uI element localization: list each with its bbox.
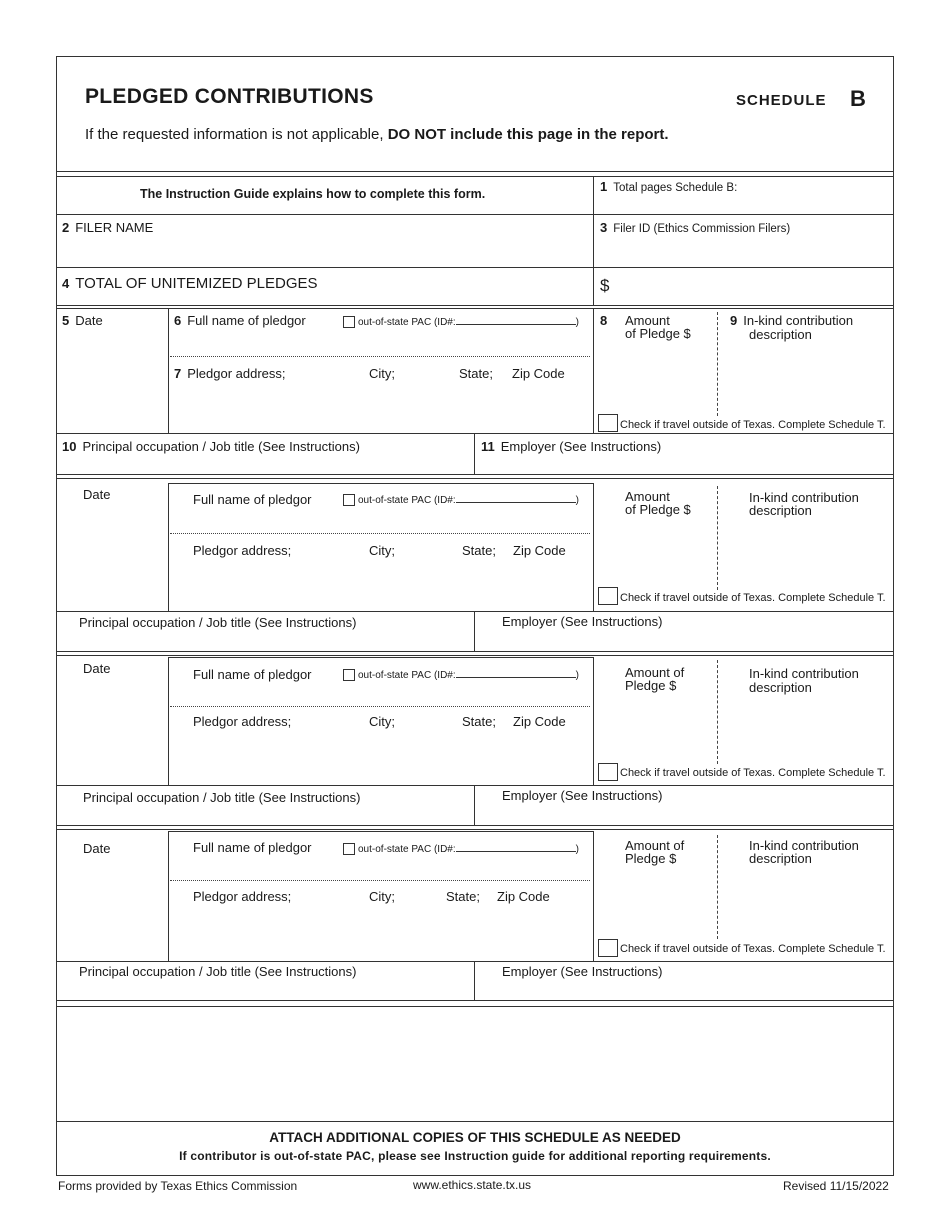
rule <box>170 880 590 881</box>
state-label: State; <box>459 366 493 381</box>
unitemized-pledges-field[interactable]: 4 TOTAL OF UNITEMIZED PLEDGES <box>62 275 318 292</box>
amount-label-2: Pledge $ <box>625 678 677 693</box>
travel-checkbox[interactable] <box>598 587 618 605</box>
address-field[interactable]: 7 Pledgor address; <box>174 366 286 381</box>
frame-right <box>893 56 894 1176</box>
rule <box>168 831 594 832</box>
amount-field[interactable]: Amount <box>625 489 670 504</box>
rule <box>717 660 718 764</box>
amount-field[interactable]: 8 <box>600 313 608 328</box>
employer-field[interactable]: Employer (See Instructions) <box>502 614 663 629</box>
rule <box>56 1121 894 1122</box>
full-name-field[interactable]: Full name of pledgor <box>193 667 312 682</box>
city-label: City; <box>369 714 395 729</box>
rule <box>56 1006 894 1007</box>
revised-date: Revised 11/15/2022 <box>783 1179 889 1193</box>
rule <box>168 308 169 434</box>
pac-checkbox[interactable] <box>343 494 355 506</box>
page-title: PLEDGED CONTRIBUTIONS <box>85 85 374 108</box>
full-name-field[interactable]: Full name of pledgor <box>193 492 312 507</box>
rule <box>56 474 894 475</box>
rule <box>56 433 894 434</box>
amount-label-2: Pledge $ <box>625 851 677 866</box>
address-field[interactable]: Pledgor address; <box>193 543 292 558</box>
filer-id-field[interactable]: 3 Filer ID (Ethics Commission Filers) <box>600 220 791 235</box>
rule <box>474 433 475 475</box>
full-name-field[interactable]: 6 Full name of pledgor <box>174 313 306 328</box>
occupation-field[interactable]: Principal occupation / Job title (See Instructions) <box>79 615 357 630</box>
rule <box>168 657 594 658</box>
occupation-field[interactable]: Principal occupation / Job title (See Instructions) <box>79 964 357 979</box>
inkind-label-2: description <box>749 503 812 518</box>
rule <box>56 1000 894 1001</box>
travel-checkbox[interactable] <box>598 414 618 432</box>
inkind-label-2: description <box>749 680 812 695</box>
occupation-field[interactable]: Principal occupation / Job title (See Instructions) <box>83 790 361 805</box>
date-field[interactable]: Date <box>83 661 111 676</box>
rule <box>56 171 894 172</box>
rule <box>168 483 594 484</box>
pac-id-field[interactable]: out-of-state PAC (ID#: ) <box>358 844 579 855</box>
rule <box>56 214 894 215</box>
pac-id-field[interactable]: out-of-state PAC (ID#: ) <box>358 495 579 506</box>
travel-label: Check if travel outside of Texas. Complete Schedule T. <box>620 943 886 955</box>
travel-label: Check if travel outside of Texas. Complete Schedule T. <box>620 419 886 431</box>
employer-field[interactable]: 11 Employer (See Instructions) <box>481 439 662 454</box>
unitemized-amount-field[interactable]: $ <box>600 276 610 295</box>
rule <box>56 655 894 656</box>
inkind-label-2: description <box>749 851 812 866</box>
inkind-label-2: description <box>749 327 812 342</box>
pac-checkbox[interactable] <box>343 316 355 328</box>
pac-checkbox[interactable] <box>343 843 355 855</box>
inkind-field[interactable]: In-kind contribution <box>749 838 859 853</box>
date-field[interactable]: Date <box>83 841 111 856</box>
rule <box>474 611 475 652</box>
schedule-letter: B <box>850 86 866 111</box>
employer-field[interactable]: Employer (See Instructions) <box>502 788 663 803</box>
rule <box>56 267 894 268</box>
provider-note: Forms provided by Texas Ethics Commission <box>58 1179 298 1193</box>
amount-label-2: of Pledge $ <box>625 502 691 517</box>
rule <box>56 785 894 786</box>
state-label: State; <box>462 714 496 729</box>
rule <box>56 305 894 306</box>
rule <box>170 356 590 357</box>
rule <box>168 831 169 962</box>
rule <box>170 533 590 534</box>
rule <box>56 611 894 612</box>
not-applicable-note: If the requested information is not applicable, DO NOT include this page in the report. <box>85 126 669 143</box>
inkind-field[interactable]: In-kind contribution <box>749 490 859 505</box>
date-field[interactable]: 5 Date <box>62 313 103 328</box>
rule <box>717 835 718 939</box>
inkind-field[interactable]: 9 In-kind contribution <box>730 313 854 328</box>
rule <box>168 483 169 611</box>
city-label: City; <box>369 543 395 558</box>
travel-label: Check if travel outside of Texas. Complete Schedule T. <box>620 592 886 604</box>
pac-checkbox[interactable] <box>343 669 355 681</box>
rule <box>168 657 169 786</box>
rule <box>593 657 594 786</box>
city-label: City; <box>369 889 395 904</box>
rule <box>593 176 594 306</box>
rule <box>474 785 475 826</box>
pac-id-field[interactable]: out-of-state PAC (ID#: ) <box>358 317 579 328</box>
instruction-text: The Instruction Guide explains how to complete this form. <box>140 187 486 201</box>
travel-checkbox[interactable] <box>598 763 618 781</box>
city-label: City; <box>369 366 395 381</box>
amount-label-2: of Pledge $ <box>625 326 691 341</box>
rule <box>56 829 894 830</box>
frame-bottom <box>56 1175 894 1176</box>
address-field[interactable]: Pledgor address; <box>193 889 292 904</box>
rule <box>593 308 594 434</box>
total-pages-field[interactable]: 1 Total pages Schedule B: <box>600 179 738 194</box>
pac-id-field[interactable]: out-of-state PAC (ID#: ) <box>358 670 579 681</box>
rule <box>717 312 718 416</box>
address-field[interactable]: Pledgor address; <box>193 714 292 729</box>
frame-top <box>56 56 894 57</box>
rule <box>56 961 894 962</box>
state-label: State; <box>462 543 496 558</box>
date-field[interactable]: Date <box>83 487 111 502</box>
rule <box>170 706 590 707</box>
rule <box>56 308 894 309</box>
zip-label: Zip Code <box>513 714 566 729</box>
travel-checkbox[interactable] <box>598 939 618 957</box>
filer-name-field[interactable]: 2 FILER NAME <box>62 220 154 235</box>
zip-label: Zip Code <box>513 543 566 558</box>
rule <box>56 651 894 652</box>
inkind-field[interactable]: In-kind contribution <box>749 666 859 681</box>
rule <box>56 825 894 826</box>
rule <box>474 961 475 1001</box>
rule <box>717 486 718 590</box>
rule <box>593 831 594 962</box>
frame-left <box>56 56 57 1176</box>
amount-field[interactable]: Amount of <box>625 665 685 680</box>
amount-field[interactable]: Amount of <box>625 838 685 853</box>
zip-label: Zip Code <box>497 889 550 904</box>
amount-label: Amount <box>625 313 670 328</box>
contributor-note: If contributor is out-of-state PAC, please see Instruction guide for additional reporting requirements. <box>179 1149 771 1163</box>
schedule-word: SCHEDULE <box>736 92 827 109</box>
rule <box>56 176 894 177</box>
website-link[interactable]: www.ethics.state.tx.us <box>413 1178 532 1192</box>
occupation-field[interactable]: 10 Principal occupation / Job title (See Instructions) <box>62 439 360 454</box>
full-name-field[interactable]: Full name of pledgor <box>193 840 312 855</box>
travel-label: Check if travel outside of Texas. Complete Schedule T. <box>620 767 886 779</box>
employer-field[interactable]: Employer (See Instructions) <box>502 964 663 979</box>
attach-notice: ATTACH ADDITIONAL COPIES OF THIS SCHEDULE AS NEEDED <box>269 1130 681 1145</box>
rule <box>593 483 594 611</box>
rule <box>56 478 894 479</box>
state-label: State; <box>446 889 480 904</box>
zip-label: Zip Code <box>512 366 565 381</box>
